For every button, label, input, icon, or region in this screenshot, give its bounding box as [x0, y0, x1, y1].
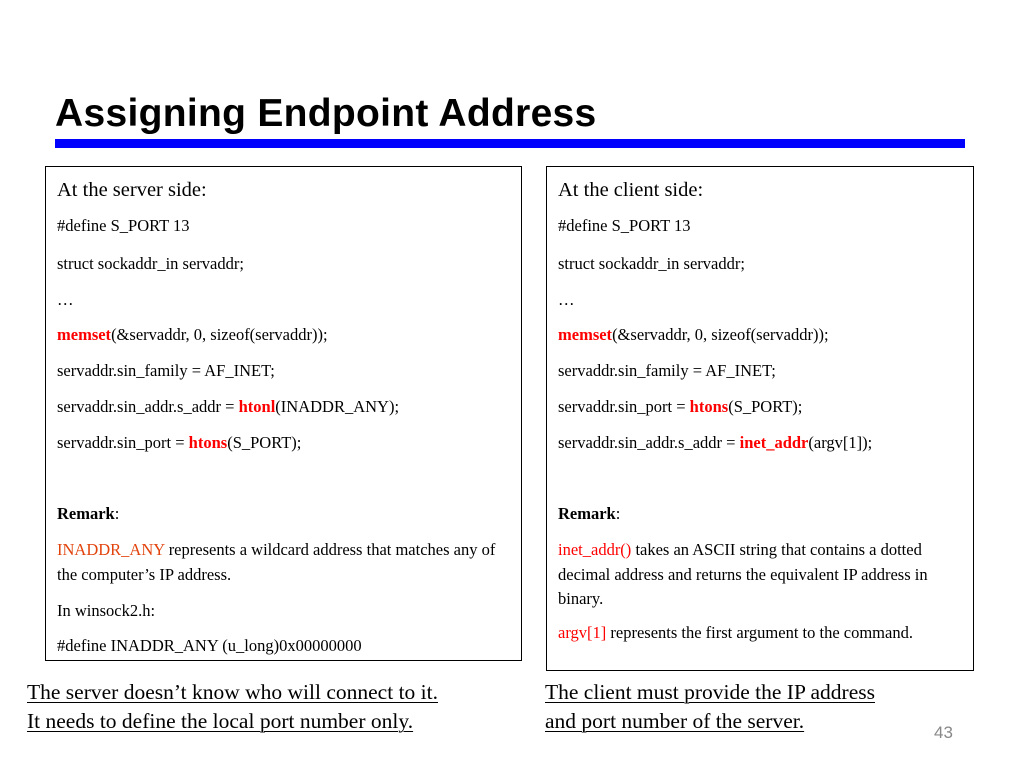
client-addr-fn: inet_addr: [739, 433, 809, 452]
server-caption-line1: The server doesn’t know who will connect to it.: [27, 680, 438, 704]
server-addr-args: (INADDR_ANY);: [275, 397, 400, 416]
client-port-prefix: servaddr.sin_port =: [558, 397, 690, 416]
server-family-line: servaddr.sin_family = AF_INET;: [57, 361, 275, 380]
server-remark-text: [57, 538, 513, 587]
server-port-fn: htons: [188, 433, 228, 452]
client-remark-colon: :: [615, 504, 621, 523]
server-caption-line2: It needs to define the local port number only.: [27, 709, 414, 733]
server-memset-args: (&servaddr, 0, sizeof(servaddr));: [111, 325, 328, 344]
server-addr-fn: htonl: [238, 397, 276, 416]
client-ellipsis: …: [558, 290, 575, 309]
client-addr-prefix: servaddr.sin_addr.s_addr =: [558, 433, 740, 452]
client-port-fn: htons: [689, 397, 729, 416]
server-port-prefix: servaddr.sin_port =: [57, 433, 189, 452]
client-struct-decl: struct sockaddr_in servaddr;: [558, 254, 745, 273]
client-remark-desc2: represents the first argument to the command.: [606, 623, 913, 642]
server-addr-line: [57, 395, 513, 419]
client-caption-line2: and port number of the server.: [545, 709, 805, 733]
server-winsock-line: In winsock2.h:: [57, 601, 156, 620]
client-addr-args: (argv[1]);: [808, 433, 873, 452]
client-memset-fn: memset: [558, 325, 613, 344]
client-define-port: #define S_PORT 13: [558, 216, 691, 235]
server-remark-desc: represents a wildcard address that matches any of the computer’s IP address.: [57, 540, 496, 584]
server-define-any: #define INADDR_ANY (u_long)0x00000000: [57, 636, 362, 655]
server-heading: At the server side:: [57, 179, 207, 201]
server-struct-decl: struct sockaddr_in servaddr;: [57, 254, 244, 273]
server-remark-label-line: [57, 502, 513, 526]
server-caption: [27, 678, 438, 736]
client-heading: At the client side:: [558, 179, 704, 201]
client-port-line: [558, 395, 965, 419]
slide-title: Assigning Endpoint Address: [55, 92, 597, 135]
server-memset-fn: memset: [57, 325, 112, 344]
server-remark-label: Remark: [57, 504, 115, 523]
client-remark-label-line: [558, 502, 965, 526]
client-memset-line: [558, 323, 965, 347]
title-underline-rule: [55, 139, 965, 148]
client-remark-term2: argv[1]: [558, 623, 607, 642]
client-side-box: [546, 166, 974, 671]
server-define-port: #define S_PORT 13: [57, 216, 190, 235]
client-remark-desc1: takes an ASCII string that contains a dotted decimal address and returns the equivalent IP address in binary.: [558, 540, 928, 608]
client-remark-label: Remark: [558, 504, 616, 523]
server-port-line: [57, 431, 513, 455]
client-remark-text1: [558, 538, 965, 612]
server-port-args: (S_PORT);: [227, 433, 302, 452]
client-memset-args: (&servaddr, 0, sizeof(servaddr));: [612, 325, 829, 344]
server-ellipsis: …: [57, 290, 74, 309]
client-addr-line: [558, 431, 965, 455]
client-remark-term1: inet_addr(): [558, 540, 632, 559]
server-side-box: [45, 166, 522, 661]
client-caption-line1: The client must provide the IP address: [545, 680, 875, 704]
server-remark-colon: :: [114, 504, 120, 523]
client-remark-text2: [558, 621, 965, 646]
server-memset-line: [57, 323, 513, 347]
client-caption: [545, 678, 875, 736]
client-port-args: (S_PORT);: [728, 397, 803, 416]
server-remark-term: INADDR_ANY: [57, 540, 165, 559]
client-family-line: servaddr.sin_family = AF_INET;: [558, 361, 776, 380]
slide-number: 43: [934, 723, 953, 742]
server-addr-prefix: servaddr.sin_addr.s_addr =: [57, 397, 239, 416]
